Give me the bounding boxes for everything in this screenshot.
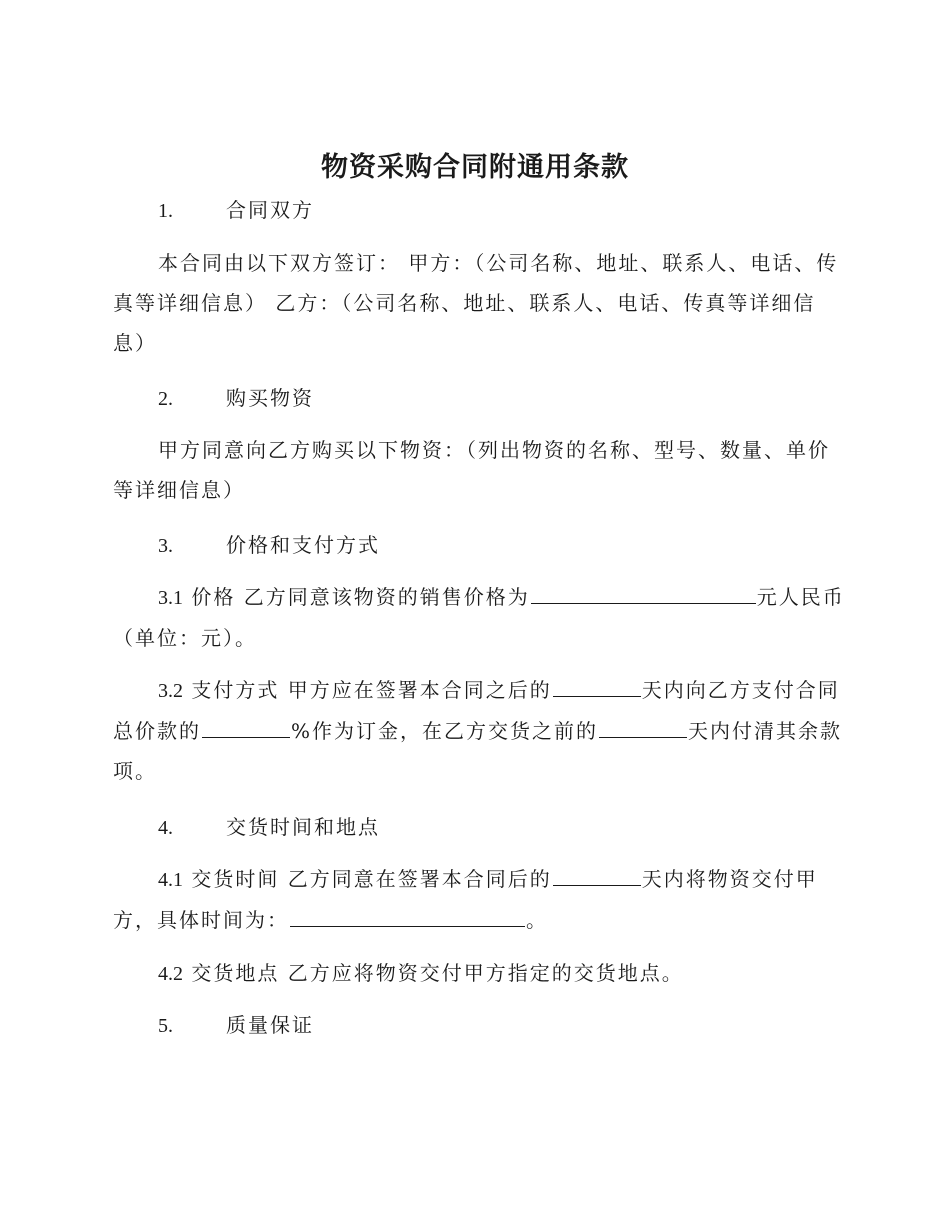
clause-text: 天内向乙方支付合同 xyxy=(641,678,840,702)
clause-number: 4.1 xyxy=(158,869,183,891)
clause-4-1-delivery-time xyxy=(113,859,835,940)
clause-text: 天内将物资交付甲 xyxy=(641,867,818,891)
paragraph-goods xyxy=(113,430,835,510)
days-blank-field xyxy=(599,717,687,738)
paragraph-line: 真等详细信息） 乙方：（公司名称、地址、联系人、电话、传真等详细信 xyxy=(113,291,816,315)
clause-text: 元人民币 xyxy=(756,585,845,609)
section-number: 1. xyxy=(158,200,173,222)
paragraph-line: 本合同由以下双方签订： 甲方：（公司名称、地址、联系人、电话、传 xyxy=(158,251,839,275)
paragraph-line xyxy=(113,900,835,940)
price-blank-field xyxy=(531,583,756,604)
clause-number: 4.2 xyxy=(158,963,183,985)
clause-text: %作为订金，在乙方交货之前的 xyxy=(291,719,599,743)
paragraph-parties xyxy=(113,243,839,363)
clause-text: 交货地点 乙方应将物资交付甲方指定的交货地点。 xyxy=(191,961,684,985)
clause-number: 3.2 xyxy=(158,680,183,702)
paragraph-line: 等详细信息） xyxy=(113,478,245,502)
clause-4-2-delivery-place xyxy=(113,953,835,994)
date-blank-field xyxy=(290,906,525,927)
paragraph-line: 项。 xyxy=(113,759,157,783)
paragraph-line xyxy=(113,859,835,900)
section-number: 3. xyxy=(158,535,173,557)
clause-text: 。 xyxy=(526,908,548,932)
paragraph-line: 甲方同意向乙方购买以下物资：（列出物资的名称、型号、数量、单价 xyxy=(158,438,830,462)
paragraph-line xyxy=(113,577,845,618)
section-title: 购买物资 xyxy=(226,386,314,410)
paragraph-line: 息） xyxy=(113,331,157,355)
paragraph-line xyxy=(113,670,840,711)
section-heading-1 xyxy=(158,196,314,225)
clause-number: 3.1 xyxy=(158,587,183,609)
section-heading-2 xyxy=(158,384,314,413)
days-blank-field xyxy=(553,676,641,697)
section-number: 4. xyxy=(158,817,173,839)
percent-blank-field xyxy=(202,717,290,738)
days-blank-field xyxy=(553,865,641,886)
section-number: 2. xyxy=(158,388,173,410)
document-title: 物资采购合同附通用条款 xyxy=(321,152,629,183)
clause-text: 方，具体时间为： xyxy=(113,908,289,932)
section-title: 合同双方 xyxy=(226,198,314,222)
paragraph-line xyxy=(113,953,835,994)
paragraph-line: （单位：元）。 xyxy=(113,626,257,650)
section-heading-3 xyxy=(158,531,380,560)
section-title: 交货时间和地点 xyxy=(226,815,380,839)
section-heading-5 xyxy=(158,1011,314,1040)
clause-text: 支付方式 甲方应在签署本合同之后的 xyxy=(191,678,552,702)
clause-3-2-payment xyxy=(113,670,843,791)
section-heading-4 xyxy=(158,813,380,842)
clause-3-1-price xyxy=(113,577,845,658)
clause-text: 天内付清其余款 xyxy=(688,719,843,743)
clause-text: 交货时间 乙方同意在签署本合同后的 xyxy=(191,867,552,891)
clause-text: 价格 乙方同意该物资的销售价格为 xyxy=(191,585,530,609)
section-title: 质量保证 xyxy=(226,1013,314,1037)
clause-text: 总价款的 xyxy=(113,719,201,743)
section-title: 价格和支付方式 xyxy=(226,533,380,557)
paragraph-line xyxy=(113,711,843,751)
section-number: 5. xyxy=(158,1015,173,1037)
